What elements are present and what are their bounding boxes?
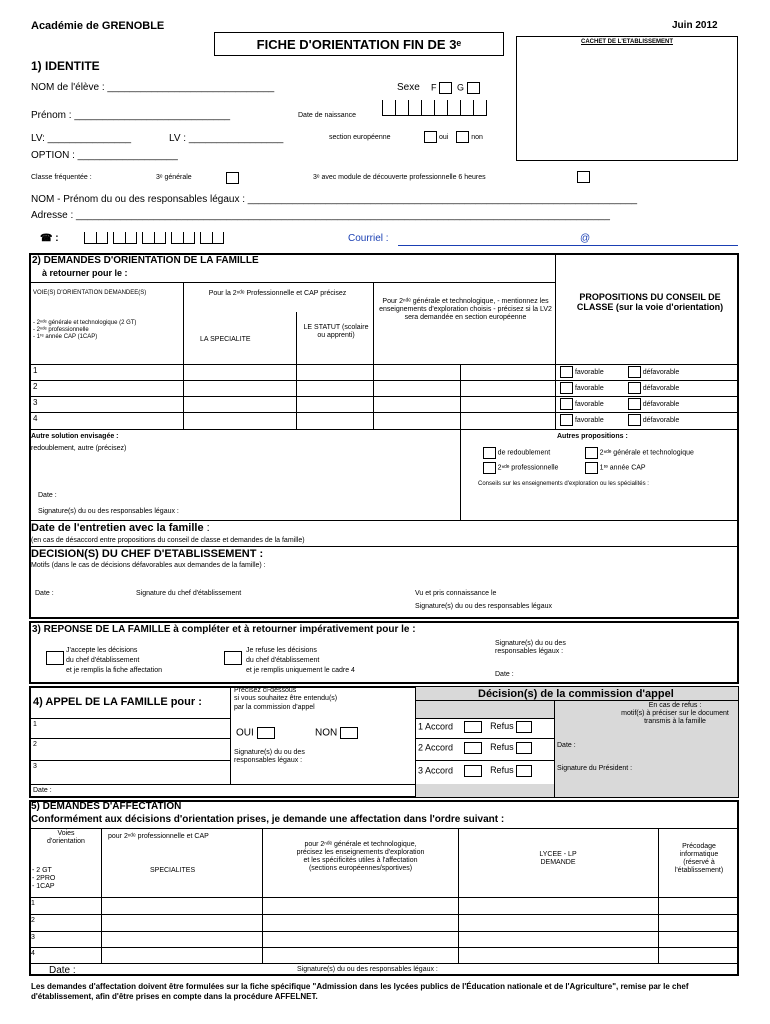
s4-signature-label: Signature(s) du ou des responsables légaux : [234, 749, 305, 765]
affect-row-2: 2 [31, 917, 35, 924]
autre-solution-label: Autre solution envisagée : [31, 433, 119, 440]
en-cas-refus-label: En cas de refus : motif(s) à préciser sur le document transmis à la famille [621, 702, 729, 726]
accord-2-label: 2 Accord [418, 742, 454, 753]
precisez-label: Précisez ci-dessous si vous souhaitez être entendu(s) par la commission d'appel [234, 687, 338, 711]
classe-generale-label: 3ᵉ générale [156, 174, 192, 181]
specialite-header: LA SPECIALITE [200, 336, 251, 343]
cap1-checkbox[interactable] [585, 462, 598, 474]
s2-date-label: Date : [38, 492, 57, 499]
defav-label-4: défavorable [642, 416, 680, 424]
section5-box [29, 800, 739, 976]
prenom-field[interactable]: Prénom : ____________________________ [31, 110, 231, 121]
de-redoublement-label: de redoublement [497, 449, 551, 457]
responsables-field[interactable]: NOM - Prénom du ou des responsables légaux : ______________________________________________________________________ [31, 194, 638, 205]
section-oui-label: oui [438, 133, 449, 141]
prop-row-4 [560, 414, 679, 426]
de-redoublement-checkbox[interactable] [483, 447, 496, 459]
fav-checkbox-3[interactable] [560, 398, 573, 410]
refus-3-label: Refus [490, 765, 514, 776]
s5-voies-header: Voies d'orientation [47, 830, 85, 846]
fav-checkbox-2[interactable] [560, 382, 573, 394]
accord-2-checkbox[interactable] [464, 742, 482, 754]
defav-label-3: défavorable [642, 400, 680, 408]
voie-row-4-num: 4 [33, 414, 38, 423]
pro2-label: 2ⁿᵈᵉ professionnelle [497, 464, 559, 472]
section-oui-checkbox[interactable] [424, 131, 437, 143]
signature-chef-label: Signature du chef d'établissement [136, 590, 242, 597]
prop-row-2 [560, 382, 679, 394]
appel-date-label: Date : [33, 787, 52, 794]
s5-signature-label: Signature(s) du ou des responsables légaux : [297, 966, 438, 973]
classe-generale-checkbox[interactable] [226, 172, 239, 184]
s5-voies-list: - 2 GT - 2PRO - 1CAP [32, 867, 56, 891]
appel-oui-label: OUI [236, 727, 254, 739]
dob-label: Date de naissance [298, 112, 356, 119]
academie: Académie de GRENOBLE [31, 20, 165, 32]
refus-1-checkbox[interactable] [516, 721, 532, 733]
s3-date-label: Date : [495, 671, 514, 678]
statut-header: LE STATUT (scolaire ou apprenti) [303, 324, 369, 340]
section-europeenne-label: section européenne [329, 134, 391, 141]
fav-label-1: favorable [574, 368, 604, 376]
section-non-checkbox[interactable] [456, 131, 469, 143]
page-title: FICHE D'ORIENTATION FIN DE 3ᵉ [214, 32, 504, 56]
fav-checkbox-4[interactable] [560, 414, 573, 426]
section5-subtitle: Conformément aux décisions d'orientation prises, je demande une affectation dans l'ordre suivant : [31, 814, 505, 825]
voie-row-3-num: 3 [33, 398, 38, 407]
vu-label: Vu et pris connaissance le [415, 590, 497, 597]
fav-label-3: favorable [574, 400, 604, 408]
accept-label: J'accepte les décisions du chef d'établissement et je remplis la fiche affectation [66, 647, 162, 674]
voies-list: - 2ⁿᵈᵉ générale et technologique (2 GT) - 2ⁿᵈᵉ professionnelle - 1ʳᵉ année CAP (1CAP) [33, 320, 137, 340]
voies-header: VOIE(S) D'ORIENTATION DEMANDEE(S) [33, 290, 147, 296]
sexe-g-checkbox[interactable] [467, 82, 480, 94]
cachet-label: CACHET DE L'ETABLISSEMENT [581, 39, 673, 45]
gen-tech-label: 2ⁿᵈᵉ générale et technologique [599, 449, 694, 457]
option-field[interactable]: OPTION : __________________ [31, 150, 178, 161]
cachet-box [516, 36, 738, 161]
fav-label-2: favorable [574, 384, 604, 392]
accord-1-checkbox[interactable] [464, 721, 482, 733]
accord-3-label: 3 Accord [418, 765, 454, 776]
specialites-header: SPECIALITES [150, 867, 196, 874]
appel-row-2: 2 [33, 741, 37, 748]
classe-label: Classe fréquentée : [31, 174, 92, 181]
voie-row-2-num: 2 [33, 382, 38, 391]
fav-label-4: favorable [574, 416, 604, 424]
section3-title: 3) REPONSE DE LA FAMILLE à compléter et à retourner impérativement pour le : [32, 624, 416, 635]
appel-non-checkbox[interactable] [340, 727, 358, 739]
lv1-field[interactable]: LV: _______________ [31, 133, 132, 144]
entretien-label: Date de l'entretien avec la famille [31, 522, 204, 534]
classe-pro-label: 3ᵉ avec module de découverte professionnelle 6 heures [313, 174, 486, 181]
signature-resp-label: Signature(s) du ou des responsables légaux [415, 603, 552, 610]
s5-gt-header: pour 2ⁿᵈᵉ générale et technologique, précisez les enseignements d'exploration et les spécificités utiles à l'affectation (sections européennes/sportives) [296, 841, 425, 873]
autres-propositions-label: Autres propositions : [557, 433, 628, 440]
refus-3-checkbox[interactable] [516, 765, 532, 777]
lycee-header: LYCEE - LP DEMANDE [539, 851, 577, 867]
affect-row-1: 1 [31, 900, 35, 907]
precodage-header: Précodage informatique (réservé à l'établissement) [674, 843, 724, 875]
prop-row-1 [560, 366, 679, 378]
defav-checkbox-2[interactable] [628, 382, 641, 394]
appel-non-label: NON [315, 727, 338, 739]
appel-row-3: 3 [33, 763, 37, 770]
sexe-g-label: G [457, 82, 465, 93]
affect-row-4: 4 [31, 950, 35, 957]
accept-checkbox[interactable] [46, 651, 64, 665]
decision-date-label: Date : [35, 590, 54, 597]
fav-checkbox-1[interactable] [560, 366, 573, 378]
s5-pro-header: pour 2ⁿᵈᵉ professionnelle et CAP [108, 833, 209, 840]
s5-date-label: Date : [49, 965, 76, 976]
gen-tech-checkbox[interactable] [585, 447, 598, 459]
pro-header: Pour la 2ⁿᵈᵉ Professionnelle et CAP précisez [208, 290, 347, 297]
motifs-label: Motifs (dans le cas de décisions défavorables aux demandes de la famille) : [31, 562, 266, 569]
section1-title: 1) IDENTITE [31, 59, 100, 73]
pro2-checkbox[interactable] [483, 462, 496, 474]
redoublement-label: redoublement, autre (précisez) [31, 445, 127, 452]
lv2-field[interactable]: LV : _________________ [169, 133, 284, 144]
phone-icon: ☎ : [40, 233, 59, 244]
date-header: Juin 2012 [672, 20, 718, 31]
defav-checkbox-3[interactable] [628, 398, 641, 410]
appel-oui-checkbox[interactable] [257, 727, 275, 739]
commission-date-label: Date : [557, 742, 576, 749]
nom-eleve-field[interactable]: NOM de l'élève : ______________________________ [31, 82, 275, 93]
at-sign: @ [580, 233, 591, 244]
s2-signature-label: Signature(s) du ou des responsables légaux : [38, 508, 179, 515]
section4-title: 4) APPEL DE LA FAMILLE pour : [33, 696, 202, 708]
propositions-header: PROPOSITIONS DU CONSEIL DE CLASSE (sur la voie d'orientation) [576, 292, 724, 313]
section2-subtitle: à retourner pour le : [42, 268, 128, 278]
affect-row-3: 3 [31, 934, 35, 941]
sexe-f-label: F [431, 82, 437, 93]
sexe-f [431, 82, 480, 94]
accord-1-label: 1 Accord [418, 721, 454, 732]
classe-pro-checkbox[interactable] [577, 171, 590, 183]
dob-input[interactable] [382, 100, 486, 118]
refuse-label: Je refuse les décisions du chef d'établissement et je remplis uniquement le cadre 4 [246, 647, 355, 674]
section5-title: 5) DEMANDES D'AFFECTATION [31, 801, 182, 812]
entretien-sub: (en cas de désaccord entre propositions du conseil de classe et demandes de la famille) [31, 537, 305, 544]
defav-checkbox-1[interactable] [628, 366, 641, 378]
accord-3-checkbox[interactable] [464, 765, 482, 777]
commission-title: Décision(s) de la commission d'appel [478, 688, 674, 700]
courriel-line[interactable] [398, 245, 738, 246]
gt-header: Pour 2ⁿᵈᵉ générale et technologique, - mentionnez les enseignements d'exploration choisis - précisez si la LV2 sera demandée en section européenne [379, 298, 552, 322]
s3-signature-label: Signature(s) du ou des responsables légaux : [495, 640, 566, 656]
telephone-input[interactable] [84, 232, 224, 246]
refus-1-label: Refus [490, 721, 514, 732]
defav-checkbox-4[interactable] [628, 414, 641, 426]
decision-title: DECISION(S) DU CHEF D'ETABLISSEMENT : [31, 548, 264, 560]
defav-label-2: défavorable [642, 384, 680, 392]
adresse-field[interactable]: Adresse : ________________________________________________________________________________________________ [31, 210, 610, 221]
sexe-f-checkbox[interactable] [439, 82, 452, 94]
refuse-checkbox[interactable] [224, 651, 242, 665]
signature-president-label: Signature du Président : [557, 765, 633, 772]
courriel-label: Courriel : [348, 233, 389, 244]
footer-note: Les demandes d'affectation doivent être formulées sur la fiche spécifique "Admission dans les lycées publics de l'Éducation nationale et de l'Agriculture", remise par le chef d'établissement, afin d'être prises en compte dans la procédure AFFELNET. [31, 982, 689, 1002]
refus-2-checkbox[interactable] [516, 742, 532, 754]
defav-label-1: défavorable [642, 368, 680, 376]
refus-2-label: Refus [490, 742, 514, 753]
appel-row-1: 1 [33, 721, 37, 728]
section2-title: 2) DEMANDES D'ORIENTATION DE LA FAMILLE [32, 255, 259, 266]
section-non-label: non [471, 133, 483, 141]
prop-row-3 [560, 398, 679, 410]
entretien-colon: : [206, 522, 210, 534]
conseils-label: Conseils sur les enseignements d'exploration ou les spécialités : [478, 481, 649, 487]
cap1-label: 1ʳᵉ année CAP [599, 464, 646, 472]
sexe-label: Sexe [397, 82, 420, 93]
voie-row-1-num: 1 [33, 366, 38, 375]
